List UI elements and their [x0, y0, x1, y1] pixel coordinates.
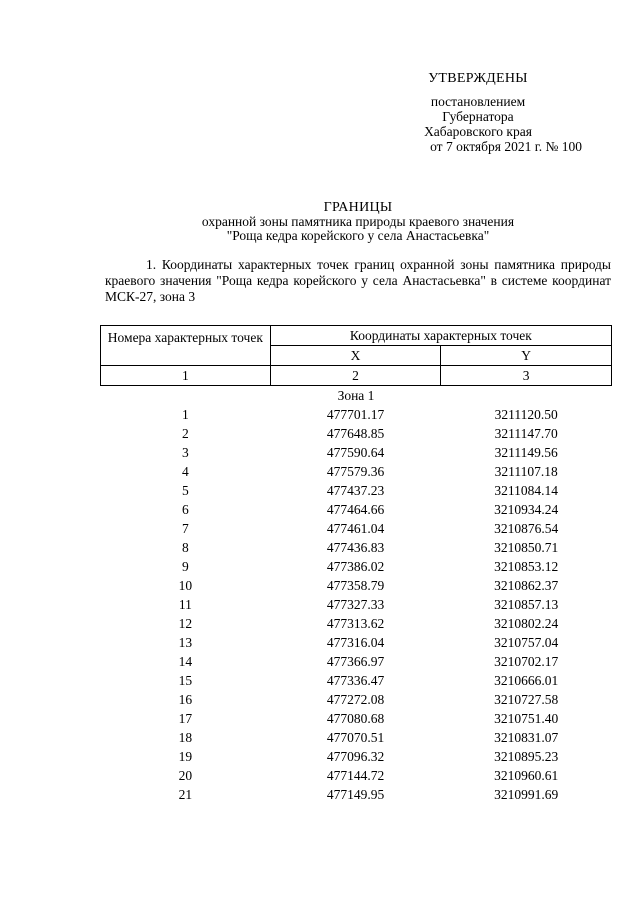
table-row — [101, 690, 612, 709]
table-row — [101, 652, 612, 671]
table-row — [101, 500, 612, 519]
table-row — [101, 671, 612, 690]
table-header-row-1 — [101, 326, 612, 346]
document-subtitle-1: охранной зоны памятника природы краевого значения — [201, 214, 515, 229]
point-number: 7 — [181, 521, 189, 536]
coord-x: 477701.17 — [326, 407, 385, 422]
coord-y: 3210727.58 — [494, 692, 559, 707]
point-number: 11 — [178, 597, 192, 612]
coord-x: 477327.33 — [326, 597, 385, 612]
coord-x: 477437.23 — [326, 483, 385, 498]
coord-y: 3210960.61 — [494, 768, 559, 783]
coord-x: 477464.66 — [326, 502, 385, 517]
coord-y: 3211149.56 — [494, 445, 558, 460]
point-number: 9 — [181, 559, 189, 574]
point-number: 16 — [178, 692, 193, 707]
table-row — [101, 462, 612, 481]
approval-title: УТВЕРЖДЕНЫ — [428, 71, 528, 86]
point-number: 3 — [181, 445, 189, 460]
point-number: 21 — [178, 787, 193, 802]
point-number: 8 — [181, 540, 189, 555]
coord-x: 477366.97 — [326, 654, 385, 669]
approval-line-1: постановлением — [430, 94, 526, 109]
coord-y: 3210876.54 — [494, 521, 559, 536]
coord-x: 477149.95 — [326, 787, 385, 802]
approval-line-2: Губернатора — [442, 109, 514, 124]
column-number-3: 3 — [441, 366, 612, 386]
coord-x: 477080.68 — [326, 711, 385, 726]
coord-y: 3210751.40 — [494, 711, 559, 726]
header-points: Номера характерных точек — [101, 326, 271, 366]
coord-x: 477579.36 — [326, 464, 385, 479]
coord-x: 477461.04 — [326, 521, 385, 536]
table-row — [101, 747, 612, 766]
coord-y: 3210853.12 — [494, 559, 559, 574]
point-number: 20 — [178, 768, 193, 783]
coord-x: 477313.62 — [326, 616, 385, 631]
point-number: 10 — [178, 578, 193, 593]
coord-y: 3210862.37 — [494, 578, 559, 593]
document-heading — [0, 200, 640, 243]
coord-y: 3210757.04 — [494, 635, 559, 650]
point-number: 18 — [178, 730, 193, 745]
column-number-1: 1 — [101, 366, 271, 386]
coord-y: 3210831.07 — [494, 730, 559, 745]
point-number: 1 — [181, 407, 189, 422]
point-number: 13 — [178, 635, 193, 650]
coordinates-table — [100, 325, 612, 804]
header-coords: Координаты характерных точек — [270, 326, 611, 346]
intro-paragraph-text: 1. Координаты характерных точек границ охранной зоны памятника природы краевого значения "Роща кедра корейского у села Анастасьевка" в системе координат МСК-27, зона 3 — [105, 257, 611, 304]
point-number: 17 — [178, 711, 193, 726]
coord-x: 477336.47 — [326, 673, 385, 688]
coord-y: 3211107.18 — [494, 464, 558, 479]
point-number: 2 — [181, 426, 189, 441]
table-row — [101, 614, 612, 633]
table-row — [101, 424, 612, 443]
coord-y: 3211084.14 — [494, 483, 558, 498]
table-row — [101, 633, 612, 652]
coord-x: 477590.64 — [326, 445, 385, 460]
coord-y: 3210934.24 — [494, 502, 559, 517]
point-number: 15 — [178, 673, 193, 688]
table-row — [101, 557, 612, 576]
coord-y: 3210850.71 — [494, 540, 559, 555]
intro-paragraph — [105, 257, 611, 305]
coord-x: 477096.32 — [326, 749, 385, 764]
coord-y: 3210857.13 — [494, 597, 559, 612]
coord-y: 3210895.23 — [494, 749, 559, 764]
column-number-2: 2 — [270, 366, 441, 386]
coord-x: 477070.51 — [326, 730, 385, 745]
document-title: ГРАНИЦЫ — [323, 200, 393, 215]
table-column-numbers — [101, 366, 612, 386]
coord-y: 3210666.01 — [494, 673, 559, 688]
approval-date: от 7 октября 2021 г. № 100 — [430, 139, 582, 154]
table-row — [101, 443, 612, 462]
coord-x: 477144.72 — [326, 768, 385, 783]
table-row — [101, 766, 612, 785]
point-number: 19 — [178, 749, 193, 764]
coord-x: 477316.04 — [326, 635, 385, 650]
point-number: 6 — [181, 502, 189, 517]
coord-x: 477358.79 — [326, 578, 385, 593]
point-number: 4 — [181, 464, 189, 479]
header-x: X — [270, 346, 441, 366]
header-y: Y — [441, 346, 612, 366]
coord-x: 477272.08 — [326, 692, 385, 707]
coord-x: 477436.83 — [326, 540, 385, 555]
zone-label: Зона 1 — [337, 388, 375, 403]
table-row — [101, 595, 612, 614]
coord-x: 477386.02 — [326, 559, 385, 574]
approval-stamp — [378, 71, 582, 154]
document-subtitle-2: "Роща кедра корейского у села Анастасьевка" — [226, 228, 490, 243]
point-number: 12 — [178, 616, 193, 631]
table-row — [101, 481, 612, 500]
table-row — [101, 785, 612, 804]
coord-y: 3211120.50 — [494, 407, 558, 422]
point-number: 5 — [181, 483, 189, 498]
table-row — [101, 519, 612, 538]
table-row — [101, 709, 612, 728]
coord-y: 3210991.69 — [494, 787, 559, 802]
zone-row — [101, 386, 612, 406]
table-row — [101, 576, 612, 595]
table-row — [101, 405, 612, 424]
coord-y: 3211147.70 — [494, 426, 558, 441]
coord-y: 3210702.17 — [494, 654, 559, 669]
table-row — [101, 728, 612, 747]
coord-x: 477648.85 — [326, 426, 385, 441]
approval-line-3: Хабаровского края — [424, 124, 532, 139]
table-row — [101, 538, 612, 557]
coord-y: 3210802.24 — [494, 616, 559, 631]
point-number: 14 — [178, 654, 193, 669]
